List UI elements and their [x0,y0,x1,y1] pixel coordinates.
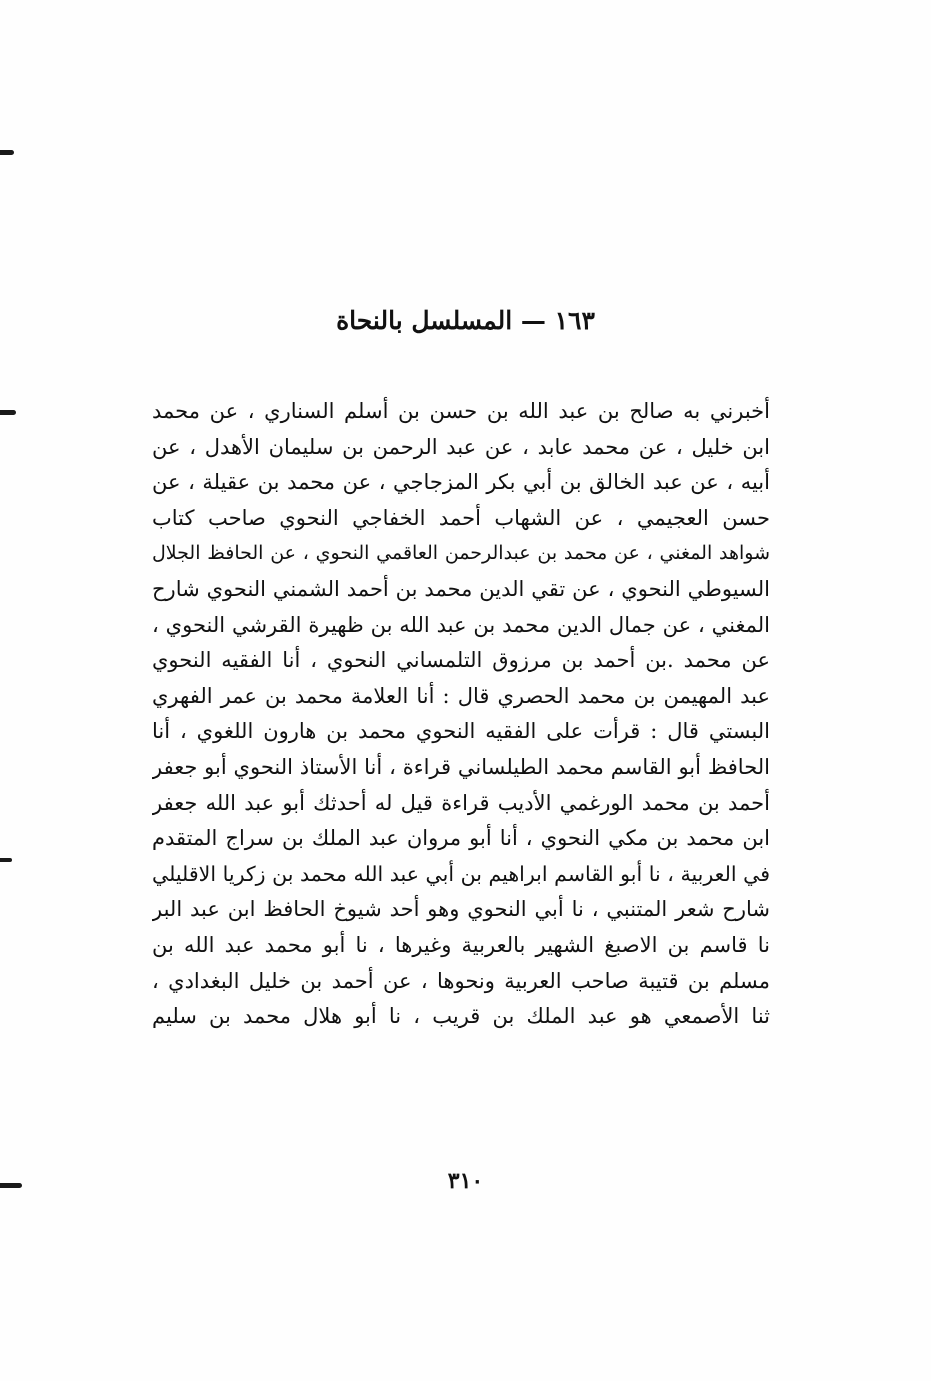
text-line: شواهد المغني ، عن محمد بن عبدالرحمن العاقمي النحوي ، عن الحافظ الجلال [152,542,770,565]
text-line: حسن العجيمي ، عن الشهاب أحمد الخفاجي النحوي صاحب كتاب [152,505,770,530]
left-edge-mark-top [0,150,14,155]
text-line: ثنا الأصمعي هو عبد الملك بن قريب ، نا أبو هلال محمد بن سليم [152,1004,770,1029]
text-line: المغني ، عن جمال الدين محمد بن عبد الله بن ظهيرة القرشي النحوي ، [152,612,770,637]
body-text [152,394,770,1035]
left-edge-mark-middle [0,858,12,862]
text-line: السيوطي النحوي ، عن تقي الدين محمد بن أحمد الشمني النحوي شارح [152,576,770,601]
text-line: ابن خليل ، عن محمد عابد ، عن عبد الرحمن بن سليمان الأهدل ، عن [152,434,770,459]
text-line: البستي قال : قرأت على الفقيه النحوي محمد بن هارون اللغوي ، أنا [152,719,770,744]
text-line: نا قاسم بن الاصبغ الشهير بالعربية وغيرها ، نا أبو محمد عبد الله بن [152,932,770,957]
text-line: في العربية ، نا أبو القاسم ابراهيم بن أبي عبد الله محمد بن زكريا الاقليلي [152,861,770,886]
text-line: ابن محمد بن مكي النحوي ، أنا أبو مروان عبد الملك بن سراج المتقدم [152,826,770,851]
left-edge-mark-upper [0,410,16,415]
text-line: الحافظ أبو القاسم محمد الطيلساني قراءة ، أنا الأستاذ النحوي أبو جعفر [152,754,770,779]
section-heading: ١٦٣ — المسلسل بالنحاة [336,306,595,335]
text-line: شارح شعر المتنبي ، نا أبي النحوي وهو أحد شيوخ الحافظ ابن عبد البر [152,897,770,922]
text-line: عبد المهيمن بن محمد الحصري قال : أنا العلامة محمد بن عمر الفهري [152,683,770,708]
text-line: أحمد بن محمد الورغمي الأديب قراءة قيل له أحدثك أبو عبد الله جعفر [152,790,770,815]
page-number: ٣١٠ [447,1168,484,1194]
text-line: أخبرني به صالح بن عبد الله بن حسن بن أسلم السناري ، عن محمد [152,399,770,423]
text-line: عن محمد .بن أحمد بن مرزوق التلمساني النحوي ، أنا الفقيه النحوي [152,648,770,673]
text-line: أبيه ، عن عبد الخالق بن أبي بكر المزجاجي ، عن محمد بن عقيلة ، عن [152,470,770,495]
text-line: مسلم بن قتيبة صاحب العربية ونحوها ، عن أحمد بن خليل البغدادي ، [152,968,770,993]
